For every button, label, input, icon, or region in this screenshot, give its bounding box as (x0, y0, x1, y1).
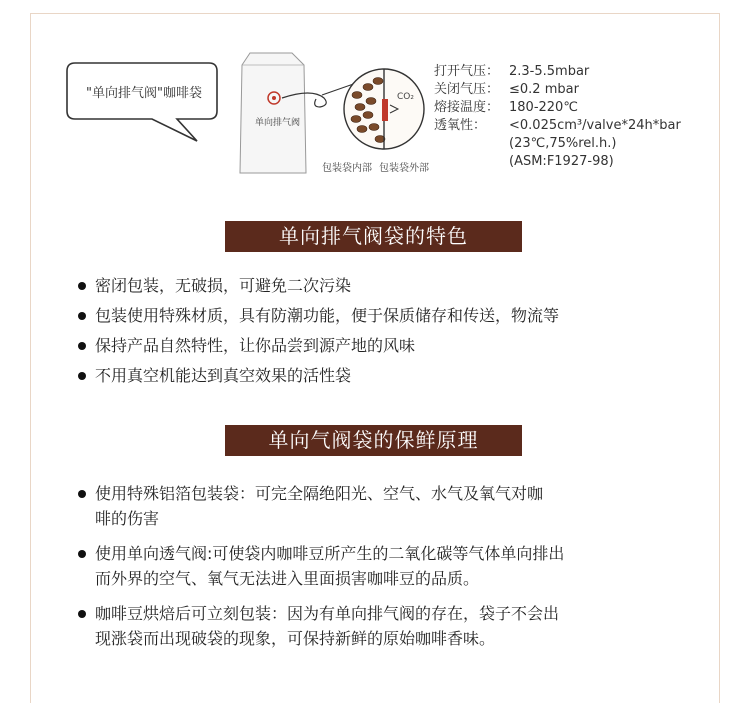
valve-specs (434, 63, 689, 171)
spec-row: 透氧性： <0.025cm³/valve*24h*bar (434, 118, 681, 133)
spec-continuation: (23℃,75%rel.h.) (509, 136, 617, 151)
spec-continuation: (ASM:F1927-98) (509, 154, 614, 169)
coffee-bag-illustration (212, 23, 432, 203)
inner-side-label: 包装袋内部 (322, 163, 372, 174)
list-item: 包装使用特殊材质，具有防潮功能，便于保质储存和传送，物流等 (75, 301, 559, 331)
bullet-icon (78, 550, 86, 558)
bullet-icon (78, 342, 86, 350)
bullet-icon (78, 372, 86, 380)
list-item: 咖啡豆烘焙后可立刻包装：因为有单向排气阀的存在，袋子不会出 现涨袋而出现破袋的现象，可保持新鲜的原始咖啡香味。 (75, 601, 564, 651)
spec-row: 关闭气压： ≤0.2 mbar (434, 82, 579, 97)
features-list (75, 271, 559, 391)
list-item: 密闭包装，无破损，可避免二次污染 (75, 271, 559, 301)
section-title-principle: 单向气阀袋的保鲜原理 (225, 425, 522, 456)
valve-diagram-banner (57, 23, 691, 203)
list-item: 不用真空机能达到真空效果的活性袋 (75, 361, 559, 391)
list-item: 使用特殊铝箔包装袋：可完全隔绝阳光、空气、水气及氧气对咖 啡的伤害 (75, 481, 564, 531)
section-title-features: 单向排气阀袋的特色 (225, 221, 522, 252)
outer-side-label: 包装袋外部 (379, 163, 429, 174)
bullet-icon (78, 282, 86, 290)
list-item: 保持产品自然特性，让你品尝到源产地的风味 (75, 331, 559, 361)
bullet-icon (78, 610, 86, 618)
bubble-text: "单向排气阀"咖啡袋 (86, 86, 202, 101)
co2-label: CO₂ (397, 92, 414, 102)
bullet-icon (78, 312, 86, 320)
bullet-icon (78, 490, 86, 498)
spec-row: 熔接温度： 180-220℃ (434, 100, 578, 115)
bag-valve-label: 单向排气阀 (255, 118, 301, 128)
list-item: 使用单向透气阀:可使袋内咖啡豆所产生的二氧化碳等气体单向排出 而外界的空气、氧气无法进入里面损害咖啡豆的品质。 (75, 541, 564, 591)
principle-list (75, 481, 564, 661)
spec-row: 打开气压： 2.3-5.5mbar (434, 64, 590, 79)
